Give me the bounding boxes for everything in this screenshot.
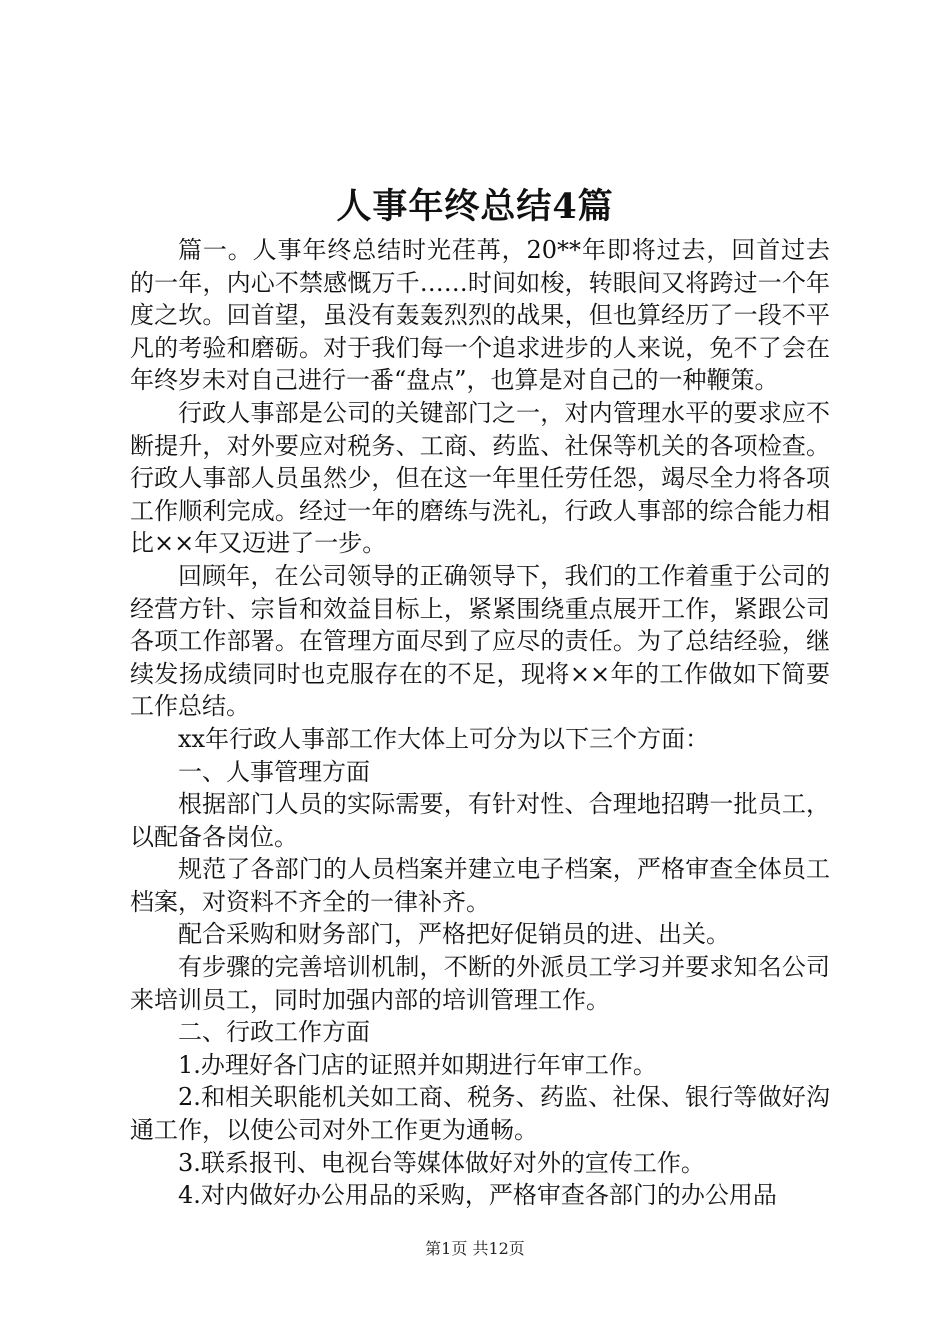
- list-item: 2.和相关职能机关如工商、税务、药监、社保、银行等做好沟通工作，以使公司对外工作更为通畅。: [130, 1083, 830, 1145]
- document-body: [130, 234, 830, 1212]
- paragraph: 配合采购和财务部门，严格把好促销员的进、出关。: [178, 920, 730, 949]
- paragraph: 回顾年，在公司领导的正确领导下，我们的工作着重于公司的经营方针、宗旨和效益目标上，紧紧围绕重点展开工作，紧跟公司各项工作部署。在管理方面尽到了应尽的责任。为了总结经验，继续发扬成绩同时也克服存在的不足，现将××年的工作做如下简要工作总结。: [130, 561, 830, 721]
- paragraph: 规范了各部门的人员档案并建立电子档案，严格审查全体员工档案，对资料不齐全的一律补齐。: [130, 855, 830, 916]
- paragraph: xx年行政人事部工作大体上可分为以下三个方面：: [178, 724, 710, 753]
- document-title: 人事年终总结4篇: [336, 186, 614, 227]
- section-heading: 二、行政工作方面: [178, 1018, 370, 1047]
- section-heading: 一、人事管理方面: [178, 757, 370, 786]
- list-item: 1.办理好各门店的证照并如期进行年审工作。: [178, 1050, 657, 1079]
- paragraph: 行政人事部是公司的关键部门之一，对内管理水平的要求应不断提升，对外要应对税务、工商、药监、社保等机关的各项检查。行政人事部人员虽然少，但在这一年里任劳任怨，竭尽全力将各项工作顺利完成。经过一年的磨练与洗礼，行政人事部的综合能力相比××年又迈进了一步。: [130, 398, 830, 558]
- paragraph: 篇一。人事年终总结时光荏苒，20**年即将过去，回首过去的一年，内心不禁感慨万千……时间如梭，转眼间又将跨过一个年度之坎。回首望，虽没有轰轰烈烈的战果，但也算经历了一段不平凡的考验和磨砺。对于我们每一个追求进步的人来说，免不了会在年终岁未对自己进行一番“盘点”，也算是对自己的一种鞭策。: [130, 236, 830, 395]
- page-footer: 第1页 共12页: [425, 1239, 525, 1258]
- list-item: 3.联系报刊、电视台等媒体做好对外的宣传工作。: [178, 1148, 705, 1177]
- paragraph: 根据部门人员的实际需要，有针对性、合理地招聘一批员工，以配备各岗位。: [130, 790, 830, 851]
- list-item: 4.对内做好办公用品的采购，严格审查各部门的办公用品: [178, 1181, 777, 1210]
- paragraph: 有步骤的完善培训机制，不断的外派员工学习并要求知名公司来培训员工，同时加强内部的培训管理工作。: [130, 953, 830, 1014]
